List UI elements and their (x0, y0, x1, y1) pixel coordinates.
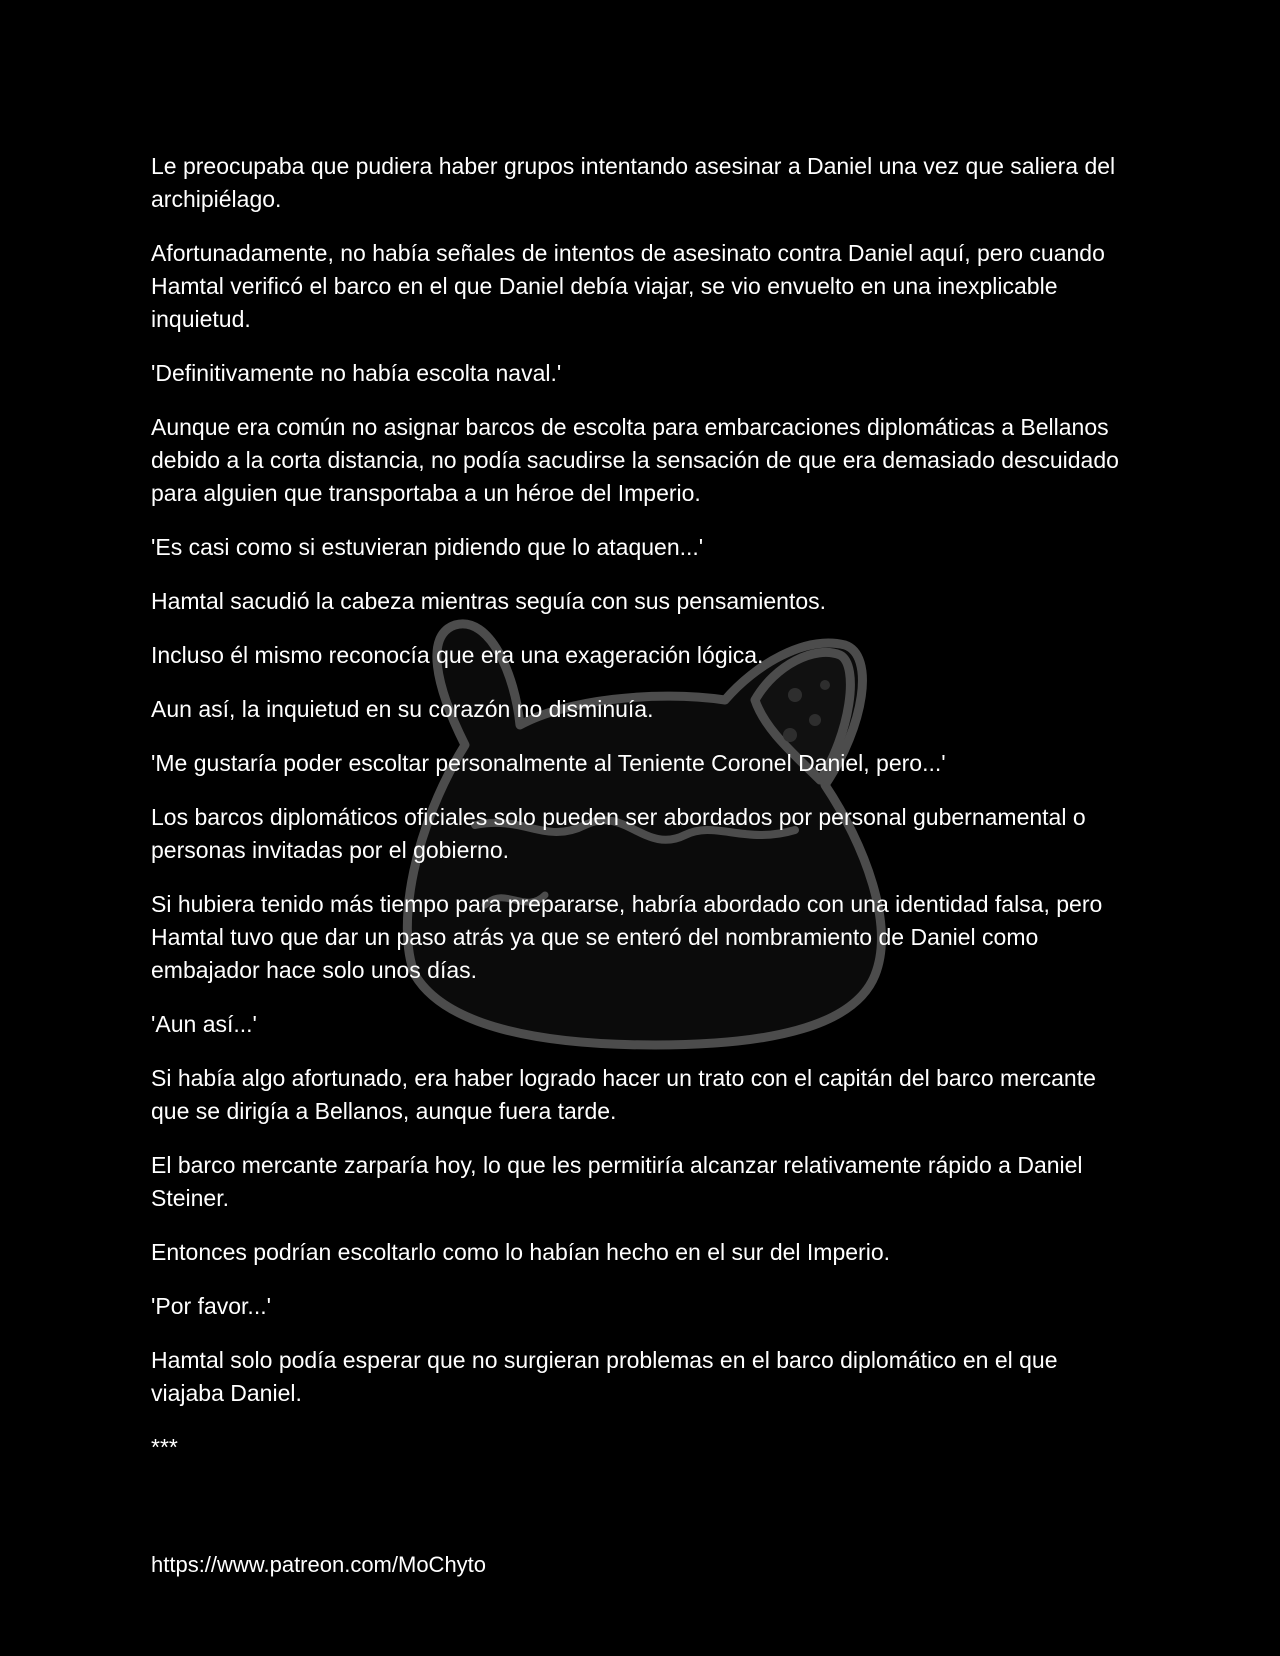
paragraph: Le preocupaba que pudiera haber grupos intentando asesinar a Daniel una vez que saliera del archipiélago. (151, 153, 1116, 212)
paragraph: Hamtal sacudió la cabeza mientras seguía con sus pensamientos. (151, 588, 827, 614)
paragraph: Si hubiera tenido más tiempo para prepararse, habría abordado con una identidad falsa, pero Hamtal tuvo que dar un paso atrás ya que se enteró del nombramiento de Daniel como embajador hace solo unos días. (151, 891, 1103, 983)
paragraph: Aun así, la inquietud en su corazón no disminuía. (151, 696, 654, 722)
paragraph: Los barcos diplomáticos oficiales solo pueden ser abordados por personal gubernamental o personas invitadas por el gobierno. (151, 804, 1086, 863)
paragraph: Aunque era común no asignar barcos de escolta para embarcaciones diplomáticas a Bellanos debido a la corta distancia, no podía sacudirse la sensación de que era demasiado descuidado para alguien que transportaba a un héroe del Imperio. (151, 414, 1119, 506)
paragraph: 'Me gustaría poder escoltar personalmente al Teniente Coronel Daniel, pero...' (151, 750, 946, 776)
paragraph: Afortunadamente, no había señales de intentos de asesinato contra Daniel aquí, pero cuando Hamtal verificó el barco en el que Daniel debía viajar, se vio envuelto en una inexplicable inquietud. (151, 240, 1105, 332)
paragraph: Incluso él mismo reconocía que era una exageración lógica. (151, 642, 764, 668)
paragraph: Si había algo afortunado, era haber logrado hacer un trato con el capitán del barco mercante que se dirigía a Bellanos, aunque fuera tarde. (151, 1065, 1096, 1124)
paragraph: 'Definitivamente no había escolta naval.' (151, 360, 562, 386)
section-separator: *** (151, 1434, 178, 1460)
paragraph: 'Por favor...' (151, 1293, 271, 1319)
paragraph: 'Aun así...' (151, 1011, 257, 1037)
paragraph: Entonces podrían escoltarlo como lo habían hecho en el sur del Imperio. (151, 1239, 890, 1265)
paragraph: 'Es casi como si estuvieran pidiendo que lo ataquen...' (151, 534, 704, 560)
chapter-text (151, 150, 1123, 1485)
patreon-link[interactable]: https://www.patreon.com/MoChyto (151, 1552, 487, 1577)
paragraph: El barco mercante zarparía hoy, lo que les permitiría alcanzar relativamente rápido a Daniel Steiner. (151, 1152, 1083, 1211)
paragraph: Hamtal solo podía esperar que no surgieran problemas en el barco diplomático en el que viajaba Daniel. (151, 1347, 1058, 1406)
